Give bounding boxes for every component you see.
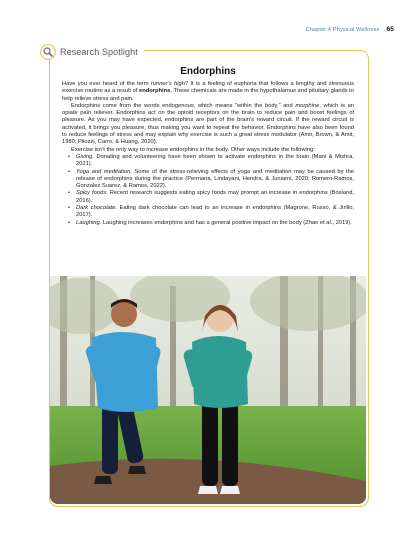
research-spotlight-tab: [40, 44, 144, 60]
magnifying-glass-icon: [40, 44, 56, 60]
p1-text-a: Have you ever heard of the term: [62, 81, 151, 87]
list-item: [76, 169, 354, 191]
list-item: [76, 220, 354, 227]
bullet-term: Laughing.: [76, 219, 102, 226]
bullet-text: Recent research suggests eating spicy foods may prompt an increase in endorphins (Bosland, 2016).: [76, 190, 355, 204]
list-item: [76, 205, 354, 220]
list-item: [76, 190, 354, 205]
bullet-text: Laughing increases endorphins and has a general positive impact on the body (Zhao et al., 2019).: [101, 219, 352, 226]
paragraph-3: Exercise isn’t the only way to increase endorphins in the body. Other ways include the following:: [71, 146, 315, 153]
running-head: [306, 26, 394, 33]
p1-text-b: ? It is a feeling of euphoria that follows a lengthy and strenuous exercise routine as a result of: [62, 81, 354, 95]
bullet-term: Spicy foods.: [76, 190, 108, 197]
paragraph-1: [62, 81, 354, 103]
bullet-term: Giving.: [76, 153, 94, 160]
p2-text-b: , which is an opiate pain reliever. Endorphins act on the opioid receptors on the brain to reduce pain and boost feelings of pleasure. As you may have expected, endorphins are part of the brain’s reward circuit. If the reward circuit is activated, it brings you pleasure, thus making you want to repeat the behavior. Endorphins have also been found to reduce feelings of stress and may explain why exercise is such a great stress modulator (Amir, Brown, & Amit, 1980; Pilozzi, Carro, & Huang, 2020).: [62, 102, 355, 146]
p2-emphasis: morphine: [295, 102, 320, 109]
bullet-list: [62, 154, 354, 227]
feature-label: Research Spotlight: [60, 47, 138, 57]
joggers-photo: [50, 276, 366, 504]
article-body: [62, 66, 354, 227]
list-item: [76, 154, 354, 169]
p2-text-a: Endorphins come from the words endogenous, which means “within the body,” and: [71, 102, 296, 109]
chapter-title: Chapter 4 Physical Wellness: [305, 26, 380, 33]
bullet-term: Yoga and meditation.: [76, 168, 132, 175]
p1-text-c: . These chemicals are made in the hypothalamus and pituitary glands to help relieve stress and pain.: [62, 88, 354, 102]
bullet-term: Dark chocolate.: [76, 205, 117, 212]
bullet-text: Some of the stress-relieving effects of yoga and meditation may be caused by the release of endorphins during the practice (Permana, Lindayani, Hendra, & Juniarni, 2020; Romero-Ramos, Gonzalez Suarez, & Ramos, 2022).: [76, 168, 354, 190]
bullet-text: Eating dark chocolate can lead to an increase in endorphins (Magrone, Russo, & Jirillo, 2017).: [76, 205, 354, 219]
bullet-text: Donating and volunteering have been shown to activate endorphins in the brain (Mani & Mishra, 2021).: [76, 153, 354, 168]
page-number: 65: [386, 26, 394, 33]
p1-emphasis: runner’s high: [150, 81, 185, 87]
p1-bold-term: endorphins: [139, 88, 171, 95]
paragraph-2: [62, 103, 354, 147]
article-title: Endorphins: [180, 66, 236, 77]
